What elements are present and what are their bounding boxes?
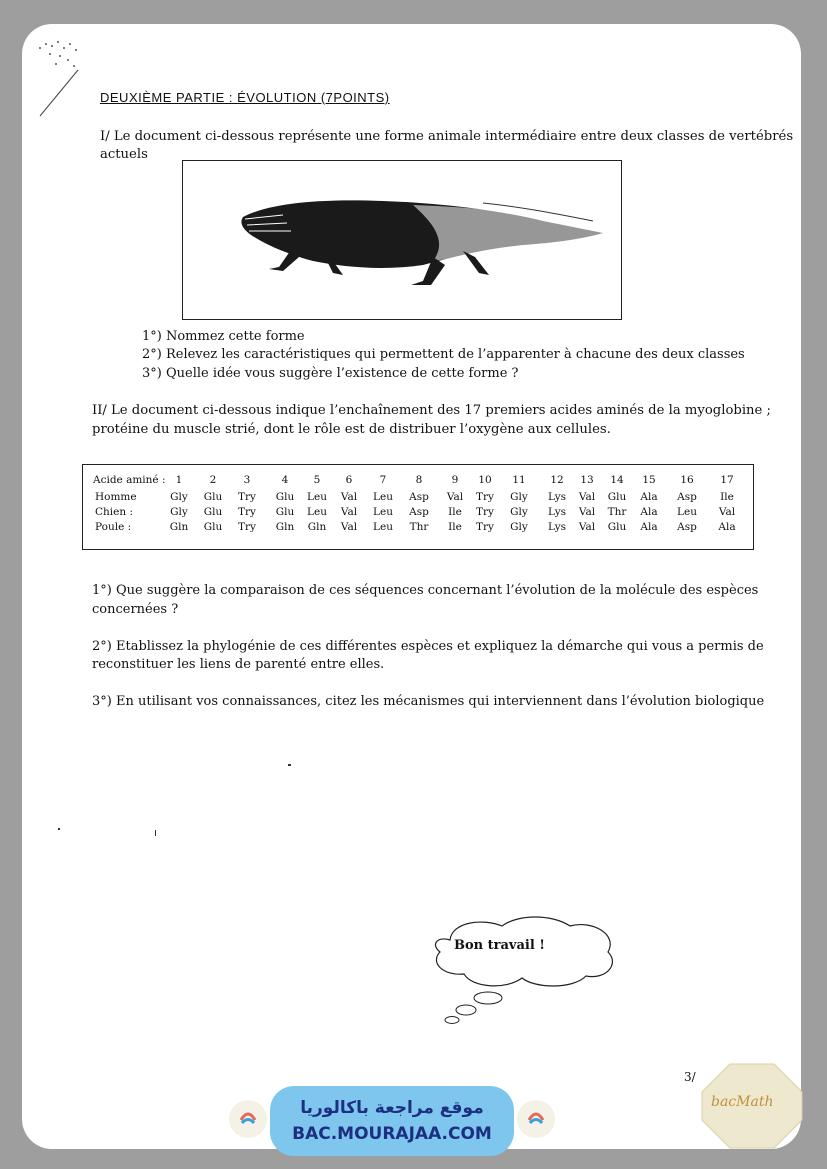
table-position-header: 9 xyxy=(451,474,459,486)
table-cell: Ala xyxy=(718,521,736,533)
table-cell: Glu xyxy=(203,521,223,533)
table-position-header: 11 xyxy=(512,474,526,486)
exam-page xyxy=(22,24,801,1149)
table-cell: Gly xyxy=(510,491,528,503)
table-cell: Gly xyxy=(510,521,528,533)
table-cell: Val xyxy=(578,506,596,518)
page-number: 3/ xyxy=(684,1070,696,1084)
table-position-header: 6 xyxy=(345,474,353,486)
table-cell: Val xyxy=(578,521,596,533)
section-title: DEUXIÈME PARTIE : ÉVOLUTION (7POINTS) xyxy=(100,90,390,105)
part1-intro-line2: actuels xyxy=(100,147,148,162)
table-cell: Asp xyxy=(677,521,697,533)
table-cell: Leu xyxy=(307,491,327,503)
table-cell: Thr xyxy=(409,521,429,533)
footer-arabic-title: موقع مراجعة باكالوريا xyxy=(300,1098,484,1118)
table-position-header: 12 xyxy=(550,474,564,486)
table-cell: Ile xyxy=(720,491,734,503)
table-cell: Leu xyxy=(677,506,697,518)
speck xyxy=(58,828,60,830)
footer-url-link[interactable]: BAC.MOURAJAA.COM xyxy=(292,1124,492,1144)
table-position-header: 16 xyxy=(680,474,694,486)
table-position-header: 4 xyxy=(281,474,289,486)
table-cell: Try xyxy=(238,506,256,518)
table-cell: Asp xyxy=(409,506,429,518)
part2-question-1-line1: 1°) Que suggère la comparaison de ces séquences concernant l’évolution de la molécule des espèces xyxy=(92,583,759,598)
table-position-header: 13 xyxy=(580,474,594,486)
table-cell: Leu xyxy=(373,491,393,503)
table-cell: Glu xyxy=(607,521,627,533)
table-position-header: 3 xyxy=(243,474,251,486)
badge-label: bacMath xyxy=(711,1094,774,1110)
table-cell: Try xyxy=(238,521,256,533)
table-cell: Asp xyxy=(677,491,697,503)
table-cell: Lys xyxy=(547,521,567,533)
table-cell: Glu xyxy=(607,491,627,503)
part2-question-3: 3°) En utilisant vos connaissances, citez les mécanismes qui interviennent dans l’évolution biologique xyxy=(92,694,765,709)
torn-corner-mark xyxy=(30,30,100,120)
part2-question-2-line2: reconstituer les liens de parenté entre elles. xyxy=(92,657,385,672)
table-cell: Try xyxy=(476,506,494,518)
table-cell: Glu xyxy=(203,491,223,503)
table-position-header: 8 xyxy=(415,474,423,486)
amino-acid-table xyxy=(82,464,754,550)
table-cell: Leu xyxy=(307,506,327,518)
table-cell: Gln xyxy=(275,521,295,533)
table-cell: Val xyxy=(340,521,358,533)
table-position-header: 7 xyxy=(379,474,387,486)
table-cell: Lys xyxy=(547,506,567,518)
speck xyxy=(288,764,291,766)
table-cell: Ala xyxy=(640,506,658,518)
site-logo-left-icon xyxy=(229,1100,267,1138)
site-logo-right-icon xyxy=(517,1100,555,1138)
table-cell: Asp xyxy=(409,491,429,503)
part1-question-1: 1°) Nommez cette forme xyxy=(142,329,305,344)
table-cell: Val xyxy=(340,506,358,518)
table-cell: Try xyxy=(238,491,256,503)
closing-message: Bon travail ! xyxy=(454,938,545,953)
table-cell: Ile xyxy=(448,506,462,518)
table-position-header: 10 xyxy=(478,474,492,486)
table-cell: Ala xyxy=(640,491,658,503)
table-cell: Glu xyxy=(275,491,295,503)
site-footer-banner[interactable] xyxy=(270,1086,514,1156)
part2-intro-line2: protéine du muscle strié, dont le rôle est de distribuer l’oxygène aux cellules. xyxy=(92,422,611,437)
table-cell: Glu xyxy=(275,506,295,518)
part1-question-3: 3°) Quelle idée vous suggère l’existence de cette forme ? xyxy=(142,366,519,381)
part1-question-2: 2°) Relevez les caractéristiques qui permettent de l’apparenter à chacune des deux classes xyxy=(142,347,745,362)
row-label-homme: Homme xyxy=(95,491,137,503)
table-cell: Gln xyxy=(307,521,327,533)
table-position-header: 1 xyxy=(175,474,183,486)
part2-question-2-line1: 2°) Etablissez la phylogénie de ces différentes espèces et expliquez la démarche qui vous a permis de xyxy=(92,639,764,654)
part2-intro-line1: II/ Le document ci-dessous indique l’enchaînement des 17 premiers acides aminés de la myoglobine ; xyxy=(92,403,771,418)
table-cell: Val xyxy=(578,491,596,503)
row-label-chien: Chien : xyxy=(95,506,134,518)
table-cell: Val xyxy=(340,491,358,503)
table-cell: Leu xyxy=(373,506,393,518)
table-cell: Leu xyxy=(373,521,393,533)
table-cell: Try xyxy=(476,521,494,533)
speck xyxy=(155,830,156,836)
fossil-animal-illustration xyxy=(183,161,621,319)
table-cell: Val xyxy=(446,491,464,503)
row-label-poule: Poule : xyxy=(95,521,132,533)
table-position-header: 5 xyxy=(313,474,321,486)
table-cell: Val xyxy=(718,506,736,518)
table-cell: Lys xyxy=(547,491,567,503)
table-header-label: Acide aminé : xyxy=(93,474,166,486)
table-cell: Gly xyxy=(170,506,188,518)
part1-intro-line1: I/ Le document ci-dessous représente une forme animale intermédiaire entre deux classes de vertébrés xyxy=(100,129,794,144)
table-cell: Gly xyxy=(170,491,188,503)
table-cell: Ile xyxy=(448,521,462,533)
part2-question-1-line2: concernées ? xyxy=(92,602,179,617)
table-position-header: 2 xyxy=(209,474,217,486)
table-position-header: 14 xyxy=(610,474,624,486)
thought-bubble xyxy=(422,914,622,1034)
table-cell: Glu xyxy=(203,506,223,518)
table-cell: Gly xyxy=(510,506,528,518)
table-cell: Thr xyxy=(607,506,627,518)
table-cell: Ala xyxy=(640,521,658,533)
table-cell: Try xyxy=(476,491,494,503)
fossil-figure xyxy=(182,160,622,320)
table-cell: Gln xyxy=(169,521,189,533)
table-position-header: 15 xyxy=(642,474,656,486)
table-position-header: 17 xyxy=(720,474,734,486)
